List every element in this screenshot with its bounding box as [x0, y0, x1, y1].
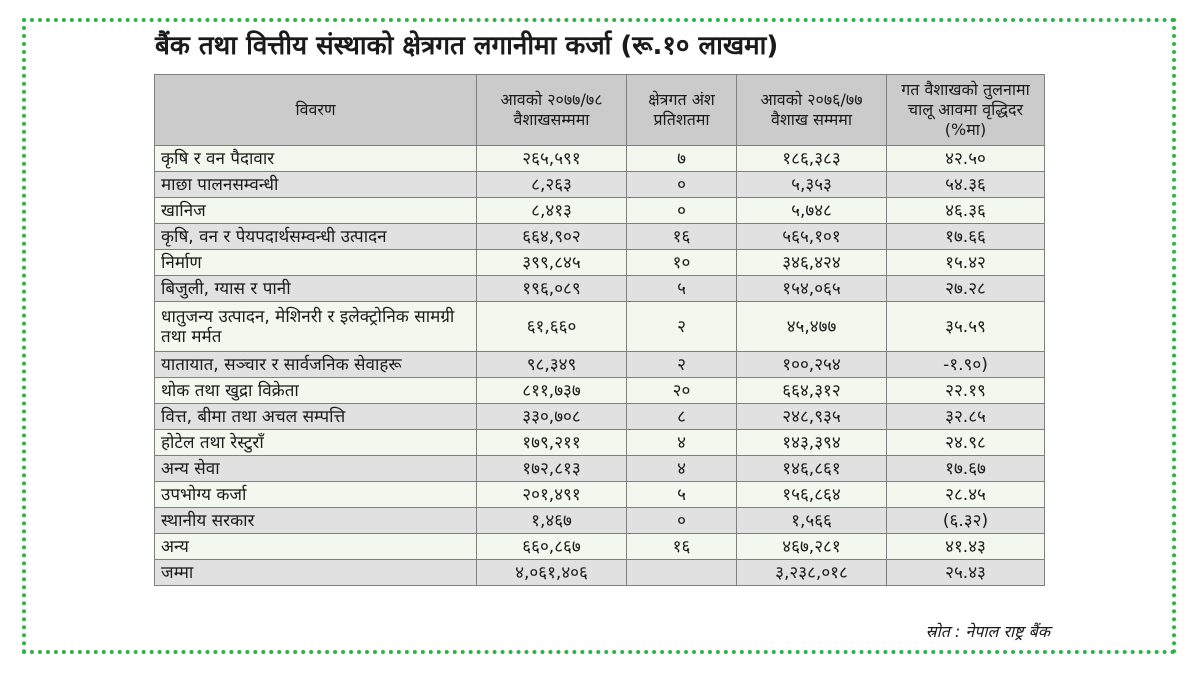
row-growth-rate: २४.९८	[887, 430, 1045, 456]
table-row	[155, 404, 1045, 430]
table-row	[155, 198, 1045, 224]
row-growth-rate: -१.९०)	[887, 352, 1045, 378]
table-row	[155, 430, 1045, 456]
row-sector-share: ५	[627, 482, 737, 508]
row-fy-2076-77: ४६७,२८१	[737, 534, 887, 560]
table-row	[155, 378, 1045, 404]
row-fy-2076-77: २४८,९३५	[737, 404, 887, 430]
table-row	[155, 352, 1045, 378]
table-title: बैंक तथा वित्तीय संस्थाको क्षेत्रगत लगानीमा कर्जा (रू.१० लाखमा)	[155, 31, 779, 61]
row-description: बिजुली, ग्यास र पानी	[155, 276, 477, 302]
row-sector-share: ०	[627, 172, 737, 198]
row-description: स्थानीय सरकार	[155, 508, 477, 534]
row-description: उपभोग्य कर्जा	[155, 482, 477, 508]
row-fy-2076-77: ३,२३८,०१८	[737, 560, 887, 586]
row-description: यातायात, सञ्चार र सार्वजनिक सेवाहरू	[155, 352, 477, 378]
row-sector-share: ५	[627, 276, 737, 302]
row-fy-2077-78: ८,२६३	[477, 172, 627, 198]
table-row	[155, 302, 1045, 352]
row-fy-2077-78: २०१,४९१	[477, 482, 627, 508]
row-description: निर्माण	[155, 250, 477, 276]
source-note: स्रोत : नेपाल राष्ट्र बैंक	[925, 622, 1050, 641]
row-sector-share: ०	[627, 198, 737, 224]
row-fy-2077-78: १९६,०८९	[477, 276, 627, 302]
row-fy-2077-78: १,४६७	[477, 508, 627, 534]
row-fy-2076-77: १,५६६	[737, 508, 887, 534]
row-sector-share: २०	[627, 378, 737, 404]
row-fy-2076-77: ३४६,४२४	[737, 250, 887, 276]
row-fy-2076-77: ५६५,१०१	[737, 224, 887, 250]
row-sector-share: २	[627, 352, 737, 378]
row-fy-2077-78: ६६०,८६७	[477, 534, 627, 560]
row-description: धातुजन्य उत्पादन, मेशिनरी र इलेक्ट्रोनिक सामग्री तथा मर्मत	[155, 302, 477, 352]
row-sector-share: १०	[627, 250, 737, 276]
table-row	[155, 146, 1045, 172]
row-fy-2077-78: १७२,८१३	[477, 456, 627, 482]
header-growth-rate: गत वैशाखको तुलनामा चालू आवमा वृद्धिदर (%मा)	[887, 75, 1045, 146]
row-growth-rate: ३२.८५	[887, 404, 1045, 430]
header-fy-2077-78: आवको २०७७/७८ वैशाखसम्ममा	[477, 75, 627, 146]
row-description: माछा पालनसम्वन्धी	[155, 172, 477, 198]
row-fy-2076-77: ६६४,३१२	[737, 378, 887, 404]
row-sector-share: ४	[627, 456, 737, 482]
row-fy-2077-78: ८११,७३७	[477, 378, 627, 404]
row-growth-rate: ४२.५०	[887, 146, 1045, 172]
row-description: थोक तथा खुद्रा विक्रेता	[155, 378, 477, 404]
row-growth-rate: ५४.३६	[887, 172, 1045, 198]
row-fy-2077-78: १७९,२११	[477, 430, 627, 456]
credit-sector-table	[154, 74, 1045, 586]
table-row	[155, 508, 1045, 534]
row-description: होटेल तथा रेस्टुराँ	[155, 430, 477, 456]
row-fy-2077-78: ३३०,७०८	[477, 404, 627, 430]
row-sector-share: ०	[627, 508, 737, 534]
row-growth-rate: १७.६६	[887, 224, 1045, 250]
table-row	[155, 534, 1045, 560]
row-fy-2077-78: ४,०६१,४०६	[477, 560, 627, 586]
row-description: अन्य	[155, 534, 477, 560]
row-growth-rate: २५.४३	[887, 560, 1045, 586]
row-growth-rate: २८.४५	[887, 482, 1045, 508]
row-description: जम्मा	[155, 560, 477, 586]
row-description: वित्त, बीमा तथा अचल सम्पत्ति	[155, 404, 477, 430]
table-row	[155, 456, 1045, 482]
row-description: खानिज	[155, 198, 477, 224]
table-row	[155, 250, 1045, 276]
row-fy-2076-77: ५,३५३	[737, 172, 887, 198]
row-sector-share: २	[627, 302, 737, 352]
row-fy-2076-77: ५,७४८	[737, 198, 887, 224]
row-growth-rate: २७.२८	[887, 276, 1045, 302]
row-description: कृषि र वन पैदावार	[155, 146, 477, 172]
row-fy-2076-77: १४६,८६१	[737, 456, 887, 482]
table-header-row	[155, 75, 1045, 146]
row-description: अन्य सेवा	[155, 456, 477, 482]
row-fy-2077-78: २६५,५९१	[477, 146, 627, 172]
row-sector-share: १६	[627, 534, 737, 560]
row-growth-rate: ४१.४३	[887, 534, 1045, 560]
row-sector-share	[627, 560, 737, 586]
row-sector-share: ४	[627, 430, 737, 456]
header-sector-share: क्षेत्रगत अंश प्रतिशतमा	[627, 75, 737, 146]
row-sector-share: ८	[627, 404, 737, 430]
row-fy-2076-77: १५६,८६४	[737, 482, 887, 508]
row-growth-rate: २२.१९	[887, 378, 1045, 404]
row-fy-2076-77: १५४,०६५	[737, 276, 887, 302]
row-growth-rate: १५.४२	[887, 250, 1045, 276]
row-growth-rate: ३५.५९	[887, 302, 1045, 352]
row-growth-rate: ४६.३६	[887, 198, 1045, 224]
row-fy-2076-77: १४३,३९४	[737, 430, 887, 456]
row-growth-rate: (६.३२)	[887, 508, 1045, 534]
table-row	[155, 224, 1045, 250]
row-fy-2076-77: १८६,३८३	[737, 146, 887, 172]
row-fy-2077-78: ६१,६६०	[477, 302, 627, 352]
row-growth-rate: १७.६७	[887, 456, 1045, 482]
row-fy-2077-78: ९८,३४९	[477, 352, 627, 378]
table-row	[155, 560, 1045, 586]
row-fy-2077-78: ६६४,९०२	[477, 224, 627, 250]
row-fy-2076-77: १००,२५४	[737, 352, 887, 378]
table-row	[155, 276, 1045, 302]
row-fy-2077-78: ३९९,८४५	[477, 250, 627, 276]
row-sector-share: १६	[627, 224, 737, 250]
header-description: विवरण	[155, 75, 477, 146]
row-fy-2076-77: ४५,४७७	[737, 302, 887, 352]
row-sector-share: ७	[627, 146, 737, 172]
row-description: कृषि, वन र पेयपदार्थसम्वन्धी उत्पादन	[155, 224, 477, 250]
table-row	[155, 482, 1045, 508]
header-fy-2076-77: आवको २०७६/७७ वैशाख सम्ममा	[737, 75, 887, 146]
table-row	[155, 172, 1045, 198]
row-fy-2077-78: ८,४१३	[477, 198, 627, 224]
